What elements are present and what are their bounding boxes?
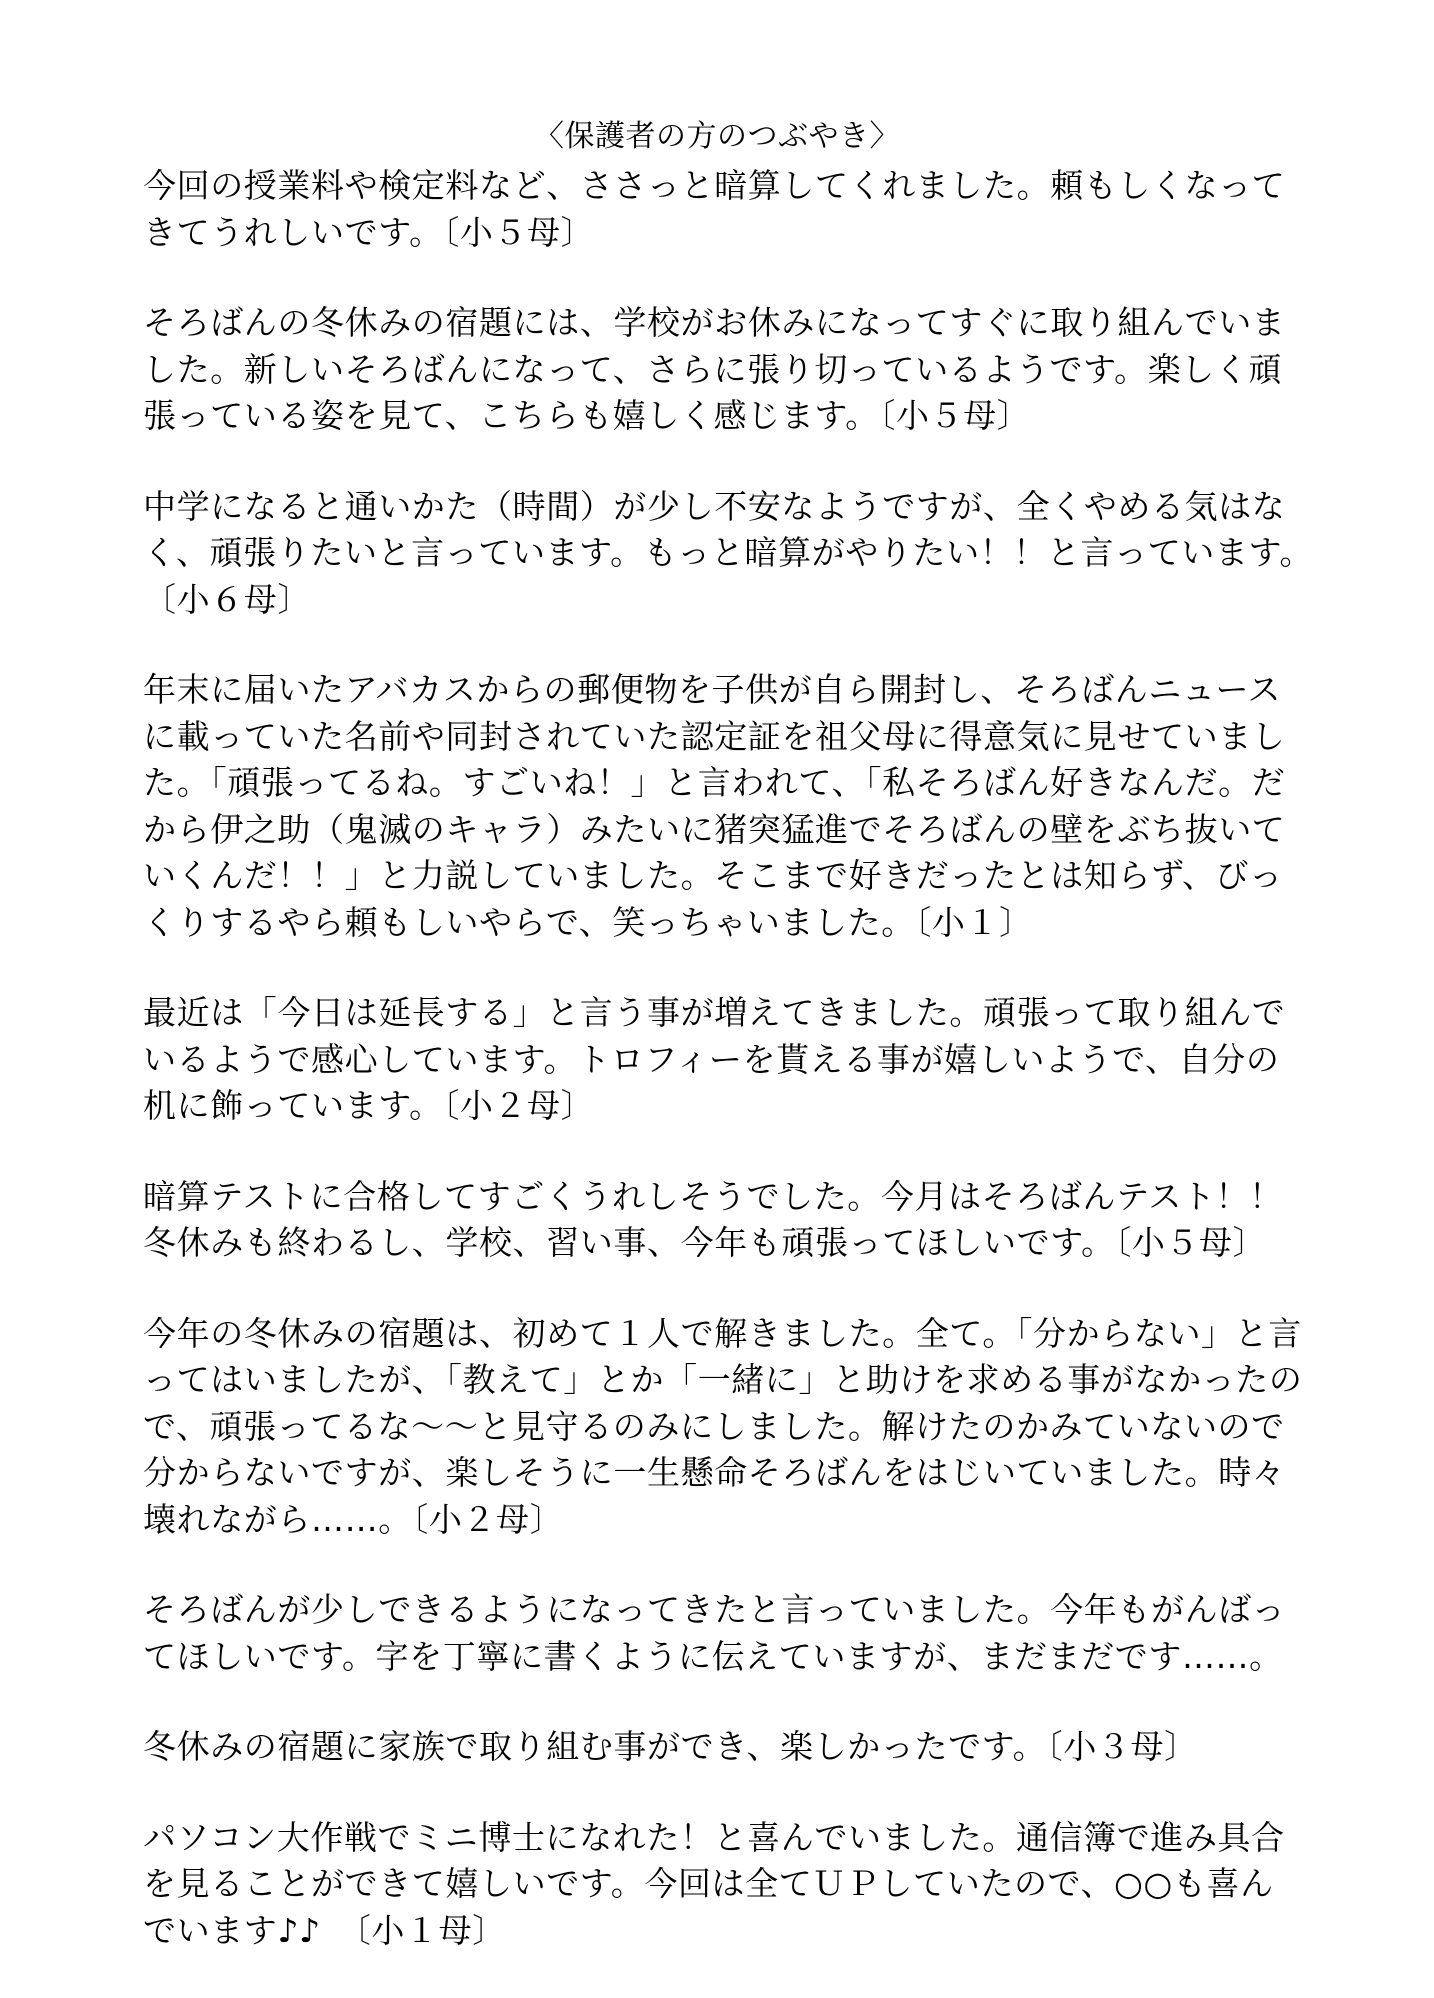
comment-line: そろばんが少しできるようになってきたと言っていました。今年もがんばっ [143, 1590, 1286, 1629]
comment-line: 壊れながら……。〔小２母〕 [143, 1499, 564, 1539]
comment-line: 今回の授業料や検定料など、ささっと暗算してくれました。頼もしくなって [143, 166, 1286, 205]
comment-entry [143, 1587, 1303, 1680]
comment-line: パソコン大作戦でミニ博士になれた！と喜んでいました。通信簿で進み具合 [143, 1817, 1285, 1857]
comment-line: 年末に届いたアバカスからの郵便物を子供が自ら開封し、そろばんニュース [143, 670, 1282, 709]
comment-line: 冬休みの宿題に家族で取り組む事ができ、楽しかったです。〔小３母〕 [143, 1727, 1198, 1766]
comment-line: に載っていた名前や同封されていた認定証を祖父母に得意気に見せていまし [143, 716, 1286, 756]
comment-line: を見ることができて嬉しいです。今回は全てＵＰしていたので、○○も喜ん [143, 1864, 1274, 1903]
comment-list [143, 163, 1314, 1998]
comment-entry [143, 1815, 1303, 1955]
comment-line: 分からないですが、楽しそうに一生懸命そろばんをはじいていました。時々 [143, 1453, 1286, 1492]
comment-line: ってはいましたが、「教えて」とか「一緒に」と助けを求める事がなかったの [143, 1360, 1303, 1399]
comment-entry [143, 667, 1303, 946]
comment-line: きてうれしいです。〔小５母〕 [143, 212, 595, 252]
comment-entry [143, 1174, 1303, 1267]
comment-line: 冬休みも終わるし、学校、習い事、今年も頑張ってほしいです。〔小５母〕 [143, 1223, 1267, 1262]
comment-line: した。新しいそろばんになって、さらに張り切っているようです。楽しく頑 [143, 349, 1283, 389]
comment-entry [143, 484, 1314, 624]
page-title: 〈保護者の方のつぶやき〉 [534, 119, 900, 154]
comment-line: 最近は「今日は延長する」と言う事が増えてきました。頑張って取り組んで [143, 993, 1286, 1032]
comment-line: 〔小６母〕 [143, 579, 311, 619]
comment-line: でいます♪♪ 〔小１母〕 [143, 1910, 506, 1950]
comment-line: 今年の冬休みの宿題は、初めて１人で解きました。全て。「分からない」と言 [143, 1313, 1302, 1353]
comment-entry [143, 1311, 1303, 1544]
comment-entry [143, 300, 1303, 440]
comment-line: くりするやら頼もしいやらで、笑っちゃいました。〔小１〕 [143, 902, 1033, 942]
comment-line: 張っている姿を見て、こちらも嬉しく感じます。〔小５母〕 [143, 396, 1031, 435]
comment-entry [143, 1724, 1303, 1771]
comment-line: てほしいです。字を丁寧に書くように伝えていますが、まだまだです……。 [143, 1636, 1283, 1676]
comment-line: いるようで感心しています。トロフィーを貰える事が嬉しいようで、自分の [143, 1039, 1280, 1079]
comment-line: から伊之助（鬼滅のキャラ）みたいに猪突猛進でそろばんの壁をぶち抜いて [143, 809, 1286, 849]
comment-line: く、頑張りたいと言っています。もっと暗算がやりたい！！と言っています。 [143, 533, 1314, 572]
comment-entry [143, 990, 1303, 1130]
comment-line: 暗算テストに合格してすごくうれしそうでした。今月はそろばんテスト！！ [143, 1176, 1283, 1216]
comment-line: た。「頑張ってるね。すごいね！」と言われて、「私そろばん好きなんだ。だ [143, 763, 1286, 802]
comment-entry [143, 163, 1303, 256]
comment-line: 中学になると通いかた（時間）が少し不安なようですが、全くやめる気はな [143, 486, 1286, 526]
comment-line: いくんだ！！」と力説していました。そこまで好きだったとは知らず、びっ [143, 856, 1283, 895]
comment-line: 机に飾っています。〔小２母〕 [143, 1086, 595, 1125]
comment-line: で、頑張ってるな～～と見守るのみにしました。解けたのかみていないので [143, 1406, 1285, 1446]
comment-line: そろばんの冬休みの宿題には、学校がお休みになってすぐに取り組んでいま [143, 303, 1286, 342]
